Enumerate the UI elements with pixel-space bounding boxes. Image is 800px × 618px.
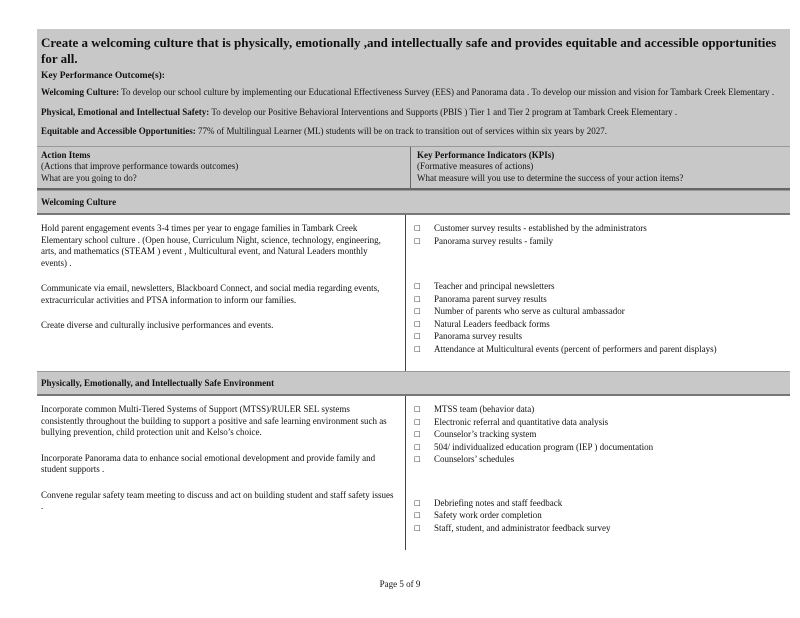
kpi-text: Natural Leaders feedback forms: [434, 318, 550, 329]
checkbox-icon: □: [414, 523, 421, 532]
plan-header: [37, 29, 790, 147]
checkbox-icon: □: [414, 344, 421, 353]
kpo-label: Key Performance Outcome(s):: [41, 71, 165, 81]
action-item: Convene regular safety team meeting to discuss and act on building student and staff safety issues .: [41, 489, 394, 511]
kpi-item: [414, 454, 784, 466]
kpi-text: Debriefing notes and staff feedback: [434, 497, 563, 508]
kpi-text: Safety work order completion: [434, 510, 542, 520]
kpi-item: [414, 442, 784, 454]
kpi-text: Counselors’ schedules: [434, 454, 515, 464]
checkbox-icon: □: [414, 498, 421, 507]
kpi-item: [414, 510, 784, 522]
kpi-cell: [405, 396, 790, 550]
kpi-text: Panorama survey results - family: [434, 235, 553, 246]
checkbox-icon: □: [414, 307, 421, 315]
column-headers: [37, 147, 790, 191]
kpi-item: [414, 523, 784, 535]
kpi-header: [411, 147, 790, 189]
page-title: Create a welcoming culture that is physically, emotionally ,and intellectually safe and provides equitable and accessible opportunities for all.: [41, 35, 777, 66]
kpi-title: Key Performance Indicators (KPIs): [417, 149, 555, 160]
outcome-lead: Physical, Emotional and Intellectual Safety:: [41, 106, 210, 117]
outcome-welcoming: [41, 87, 784, 99]
document-page: [37, 29, 790, 550]
kpi-text: Attendance at Multicultural events (percent of performers and parent displays): [434, 343, 717, 354]
action-items-cell: [37, 215, 405, 371]
kpi-text: Counselor’s tracking system: [434, 429, 537, 439]
kpi-item: [414, 404, 784, 416]
kpi-item: [414, 236, 784, 248]
outcome-lead: Welcoming Culture:: [41, 87, 120, 97]
kpi-list: [414, 281, 784, 355]
checkbox-icon: □: [414, 417, 421, 426]
kpi-question: What measure will you use to determine the success of your action items?: [417, 172, 684, 183]
checkbox-icon: □: [414, 224, 421, 232]
section-row: [37, 396, 790, 550]
kpi-item: [414, 498, 784, 510]
kpi-item: [414, 331, 784, 343]
kpi-text: Panorama parent survey results: [434, 293, 547, 304]
checkbox-icon: □: [414, 511, 421, 519]
section-row: [37, 215, 790, 371]
checkbox-icon: □: [414, 332, 421, 340]
kpi-text: Panorama survey results: [434, 331, 522, 341]
kpi-text: Electronic referral and quantitative data analysis: [434, 416, 609, 427]
kpi-text: Customer survey results - established by the administrators: [434, 223, 647, 233]
kpi-text: 504/ individualized education program (IEP ) documentation: [434, 441, 654, 452]
outcome-text: 77% of Multilingual Learner (ML) students will be on track to transition out of services within six years by 2027.: [195, 126, 607, 136]
kpi-list: [414, 404, 784, 466]
checkbox-icon: □: [414, 236, 421, 245]
checkbox-icon: □: [414, 442, 421, 451]
checkbox-icon: □: [414, 430, 421, 438]
outcome-lead: Equitable and Accessible Opportunities:: [41, 126, 196, 136]
kpi-text: Teacher and principal newsletters: [434, 281, 555, 291]
checkbox-icon: □: [414, 294, 421, 303]
kpi-text: Number of parents who serve as cultural ambassador: [434, 306, 625, 316]
outcome-text: To develop our Positive Behavioral Interventions and Supports (PBIS ) Tier 1 and Tier 2 program at Tambark Creek Elementary .: [209, 106, 678, 117]
kpi-list: [414, 498, 784, 535]
action-item: Hold parent engagement events 3-4 times per year to engage families in Tambark Creek Elementary school culture . (Open house, Curriculum Night, science, technology, engineering, arts, and mathematics (STEAM ) event , Multicultural event, and Natural Leaders monthly events) .: [41, 223, 381, 268]
kpi-text: Staff, student, and administrator feedback survey: [434, 522, 611, 533]
kpi-cell: [405, 215, 790, 371]
kpi-item: [414, 319, 784, 331]
checkbox-icon: □: [414, 319, 421, 328]
checkbox-icon: □: [414, 455, 421, 463]
section-heading: Physically, Emotionally, and Intellectually Safe Environment: [37, 371, 790, 396]
section-heading: Welcoming Culture: [37, 190, 790, 215]
kpi-subtitle: (Formative measures of actions): [417, 161, 534, 171]
outcome-equity: [41, 126, 784, 138]
checkbox-icon: □: [414, 282, 421, 290]
action-items-title: Action Items: [41, 149, 91, 160]
kpi-list: [414, 223, 784, 247]
kpi-item: [414, 417, 784, 429]
action-items-header: [37, 147, 411, 189]
action-item: Incorporate Panorama data to enhance social emotional development and provide family and student supports .: [41, 452, 376, 474]
kpi-item: [414, 223, 784, 235]
outcome-safety: [41, 107, 784, 119]
action-items-question: What are you going to do?: [41, 172, 137, 183]
kpi-item: [414, 281, 784, 293]
action-items-subtitle: (Actions that improve performance towards outcomes): [41, 161, 239, 171]
kpi-item: [414, 294, 784, 306]
outcome-text: To develop our school culture by implementing our Educational Effectiveness Survey (EES) and Panorama data . To develop our mission and vision for Tambark Creek Elementary .: [119, 87, 775, 97]
action-item: Communicate via email, newsletters, Blackboard Connect, and social media regarding events, extracurricular activities and PTSA information to inform our families.: [41, 283, 380, 305]
kpi-item: [414, 306, 784, 318]
action-item: Create diverse and culturally inclusive performances and events.: [41, 320, 274, 330]
kpi-item: [414, 344, 784, 356]
action-items-cell: [37, 396, 405, 550]
kpi-text: MTSS team (behavior data): [434, 404, 535, 414]
checkbox-icon: □: [414, 405, 421, 413]
page-number: Page 5 of 9: [379, 579, 421, 589]
action-item: Incorporate common Multi-Tiered Systems of Support (MTSS)/RULER SEL systems consistently throughout the building to support a positive and safe learning environment such as bullying prevention, child protection unit and Kelso’s choice.: [41, 404, 387, 437]
kpi-item: [414, 429, 784, 441]
